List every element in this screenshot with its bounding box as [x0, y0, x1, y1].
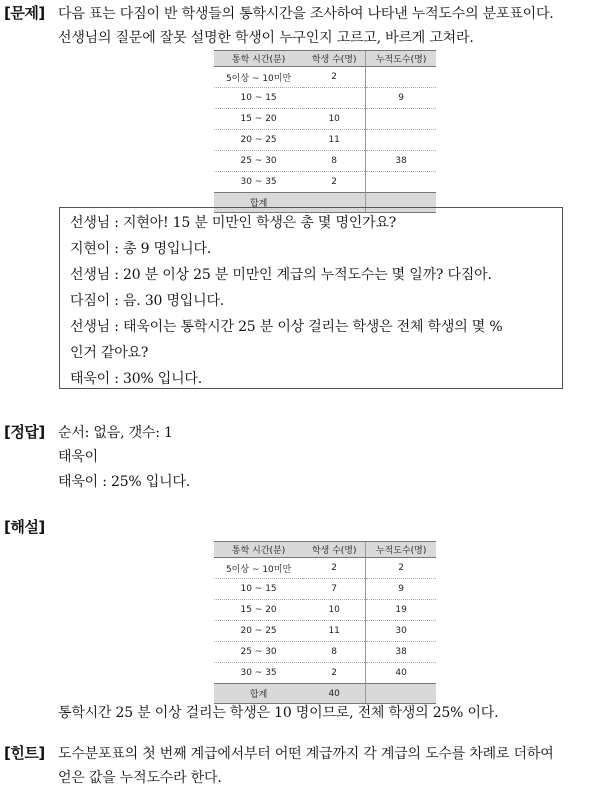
table-cell: 9 — [366, 88, 436, 109]
dialog-line: 선생님 : 20 분 이상 25 분 미만인 계급의 누적도수는 몇 일까? 다짐아. — [70, 267, 492, 283]
table-row — [214, 579, 436, 600]
answer-line3: 태욱이 : 25% 입니다. — [58, 474, 190, 490]
table-cell: 10 — [303, 600, 366, 621]
table-cell — [366, 130, 436, 151]
table-cell: 5이상 ~ 10미만 — [214, 67, 303, 88]
table-cell: 30 ~ 35 — [214, 663, 303, 684]
table-header: 학생 수(명) — [303, 542, 366, 558]
table-cell: 2 — [303, 67, 366, 88]
dialog-line: 인거 같아요? — [70, 345, 149, 361]
table-cell: 9 — [366, 579, 436, 600]
dialog-line: 태욱이 : 30% 입니다. — [70, 371, 202, 387]
problem-label: [문제] — [4, 4, 45, 22]
table-row — [214, 621, 436, 642]
dialog-line: 지현이 : 총 9 명입니다. — [70, 241, 212, 257]
problem-text-line2: 선생님의 질문에 잘못 설명한 학생이 누구인지 고르고, 바르게 고쳐라. — [58, 30, 474, 46]
table-row — [214, 558, 436, 579]
answer-line2: 태욱이 — [58, 449, 98, 465]
table-cell: 15 ~ 20 — [214, 109, 303, 130]
table-cell: 8 — [303, 151, 366, 172]
table-cell — [366, 109, 436, 130]
table-row — [214, 67, 436, 88]
table-row — [214, 172, 436, 193]
dialog-line: 선생님 : 지현아! 15 분 미만인 학생은 총 몇 명인가요? — [70, 215, 397, 231]
dialog-line: 다짐이 : 음. 30 명입니다. — [70, 293, 225, 309]
dialog-box — [59, 207, 563, 389]
table-header: 학생 수(명) — [303, 51, 366, 67]
table-header: 누적도수(명) — [366, 542, 436, 558]
dialog-line: 선생님 : 태욱이는 통학시간 25 분 이상 걸리는 학생은 전체 학생의 몇 % — [70, 319, 503, 335]
table-cell: 30 — [366, 621, 436, 642]
table-row — [214, 109, 436, 130]
table-cell: 2 — [366, 558, 436, 579]
table-cell — [366, 684, 436, 704]
table-header-row — [214, 542, 436, 558]
table-cell: 20 ~ 25 — [214, 621, 303, 642]
table-cell: 38 — [366, 642, 436, 663]
table-cell: 25 ~ 30 — [214, 642, 303, 663]
explanation-text: 통학시간 25 분 이상 걸리는 학생은 10 명이므로, 전체 학생의 25% 이다. — [58, 705, 499, 721]
table-cell: 15 ~ 20 — [214, 600, 303, 621]
table-cell: 11 — [303, 130, 366, 151]
table-cell: 20 ~ 25 — [214, 130, 303, 151]
hint-label: [힌트] — [4, 744, 45, 762]
table-cell: 40 — [303, 684, 366, 704]
explanation-label: [해설] — [4, 518, 45, 536]
table-cell: 40 — [366, 663, 436, 684]
table-header: 통학 시간(분) — [214, 542, 303, 558]
explanation-frequency-table — [214, 541, 436, 704]
table-cell — [366, 172, 436, 193]
table-row — [214, 88, 436, 109]
table-cell: 30 ~ 35 — [214, 172, 303, 193]
table-row — [214, 151, 436, 172]
table-total-row — [214, 684, 436, 704]
table-cell: 10 ~ 15 — [214, 88, 303, 109]
table-cell: 5이상 ~ 10미만 — [214, 558, 303, 579]
table-cell: 2 — [303, 558, 366, 579]
table-cell: 10 ~ 15 — [214, 579, 303, 600]
table-cell: 38 — [366, 151, 436, 172]
table-header: 누적도수(명) — [366, 51, 436, 67]
table-cell: 11 — [303, 621, 366, 642]
problem-text-line1: 다음 표는 다짐이 반 학생들의 통학시간을 조사하여 나타낸 누적도수의 분포표이다. — [58, 6, 554, 22]
table-row — [214, 663, 436, 684]
table-cell: 합계 — [214, 684, 303, 704]
table-cell: 25 ~ 30 — [214, 151, 303, 172]
table-cell — [303, 88, 366, 109]
hint-line1: 도수분포표의 첫 번째 계급에서부터 어떤 계급까지 각 계급의 도수를 차례로 더하여 — [58, 746, 554, 762]
table-cell: 10 — [303, 109, 366, 130]
answer-line1: 순서: 없음, 갯수: 1 — [58, 425, 173, 441]
table-cell: 합계 — [214, 193, 303, 213]
table-header: 통학 시간(분) — [214, 51, 303, 67]
table-row — [214, 600, 436, 621]
table-cell: 2 — [303, 172, 366, 193]
hint-line2: 얻은 값을 누적도수라 한다. — [58, 770, 222, 786]
problem-frequency-table — [214, 50, 436, 213]
table-cell: 2 — [303, 663, 366, 684]
table-cell: 19 — [366, 600, 436, 621]
table-cell: 8 — [303, 642, 366, 663]
answer-label: [정답] — [4, 423, 45, 441]
table-row — [214, 130, 436, 151]
table-cell: 7 — [303, 579, 366, 600]
table-row — [214, 642, 436, 663]
table-cell — [366, 67, 436, 88]
table-header-row — [214, 51, 436, 67]
